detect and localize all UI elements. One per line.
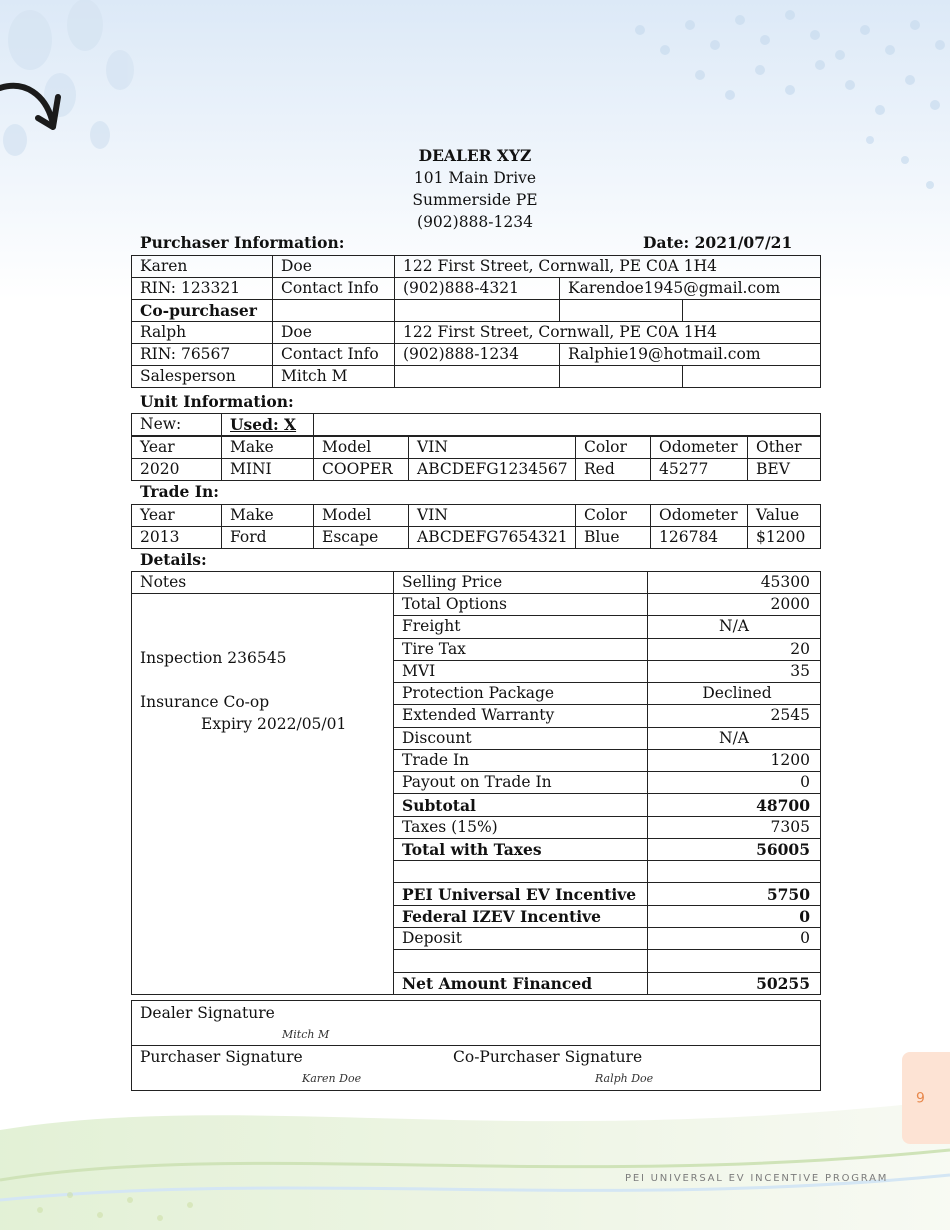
table-row [132,594,821,616]
detail-value [648,950,821,972]
new-label: New: [132,414,222,436]
detail-value [648,861,821,883]
detail-value: 2545 [648,705,821,727]
page-number-tab [902,1052,950,1144]
empty-cell [683,300,821,322]
table-row [132,459,821,481]
salesperson-label: Salesperson [132,366,273,388]
detail-value: N/A [648,727,821,749]
detail-value: 48700 [648,794,821,816]
notes-cell [132,594,394,995]
table-cell: ABCDEFG7654321 [409,527,576,549]
detail-value: 50255 [648,972,821,994]
copurchaser-signature-label: Co-Purchaser Signature [453,1048,643,1066]
detail-label: Total Options [394,594,648,616]
detail-label: Discount [394,727,648,749]
detail-label: Federal IZEV Incentive [394,905,648,927]
purchaser-signature-cell [132,1046,821,1091]
table-row [132,322,821,344]
detail-value: 2000 [648,594,821,616]
dealer-signature: Mitch M [282,1028,330,1041]
unit-heading: Unit Information: [140,392,294,411]
detail-value: N/A [648,616,821,638]
purchaser-contact-label: Contact Info [273,278,395,300]
detail-value: 20 [648,638,821,660]
table-row [132,527,821,549]
detail-label: PEI Universal EV Incentive [394,883,648,905]
details-table [131,571,821,995]
detail-label: Subtotal [394,794,648,816]
document-date: Date: 2021/07/21 [643,233,793,252]
detail-label: Taxes (15%) [394,816,648,838]
detail-label: MVI [394,660,648,682]
column-header: Model [314,505,409,527]
detail-label: Extended Warranty [394,705,648,727]
table-cell: 2020 [132,459,222,481]
dealer-signature-label: Dealer Signature [140,1004,275,1022]
copurchaser-last-name: Doe [273,322,395,344]
detail-value: 45300 [648,572,821,594]
detail-value: 56005 [648,838,821,860]
column-header: Year [132,437,222,459]
copurchaser-rin: RIN: 76567 [132,344,273,366]
detail-value: 1200 [648,749,821,771]
table-cell: 2013 [132,527,222,549]
detail-value: 0 [648,905,821,927]
trade-in-heading: Trade In: [140,482,219,501]
table-row [132,1046,821,1091]
empty-cell [273,300,395,322]
empty-cell [395,366,560,388]
detail-label: Payout on Trade In [394,772,648,794]
column-header: Other [748,437,821,459]
column-header: Model [314,437,409,459]
insurance-note: Insurance Co-op [140,693,270,711]
table-cell: Blue [576,527,651,549]
copurchaser-first-name: Ralph [132,322,273,344]
table-cell: COOPER [314,459,409,481]
detail-label: Total with Taxes [394,838,648,860]
empty-cell [314,414,821,436]
table-cell: Red [576,459,651,481]
details-heading: Details: [140,550,207,569]
purchaser-address: 122 First Street, Cornwall, PE C0A 1H4 [395,256,821,278]
detail-label [394,861,648,883]
empty-cell [683,366,821,388]
empty-cell [560,300,683,322]
column-header: VIN [409,505,576,527]
detail-value: Declined [648,683,821,705]
unit-table [131,436,821,481]
detail-label: Selling Price [394,572,648,594]
copurchaser-phone: (902)888-1234 [395,344,560,366]
detail-label: Trade In [394,749,648,771]
page-number: 6 [916,1088,925,1104]
used-label: Used: X [222,414,314,436]
footer-program-name: PEI UNIVERSAL EV INCENTIVE PROGRAM [625,1173,889,1184]
purchaser-heading: Purchaser Information: [140,233,345,252]
dealer-phone: (902)888-1234 [417,213,533,231]
purchaser-phone: (902)888-4321 [395,278,560,300]
detail-value: 5750 [648,883,821,905]
purchaser-email: Karendoe1945@gmail.com [560,278,821,300]
table-row [132,366,821,388]
dealer-address-line2: Summerside PE [412,191,538,209]
table-row [132,572,821,594]
column-header: Color [576,437,651,459]
column-header: Odometer [651,437,748,459]
empty-cell [560,366,683,388]
column-header: Make [222,437,314,459]
detail-label: Protection Package [394,683,648,705]
purchaser-signature: Karen Doe [302,1072,362,1085]
purchaser-signature-label: Purchaser Signature [140,1048,303,1066]
table-header-row [132,437,821,459]
detail-value: 7305 [648,816,821,838]
column-header: Color [576,505,651,527]
table-cell: $1200 [748,527,821,549]
detail-value: 0 [648,772,821,794]
detail-value: 35 [648,660,821,682]
copurchaser-address: 122 First Street, Cornwall, PE C0A 1H4 [395,322,821,344]
column-header: Year [132,505,222,527]
copurchaser-signature: Ralph Doe [595,1072,654,1085]
purchaser-last-name: Doe [273,256,395,278]
column-header: Value [748,505,821,527]
table-row [132,414,821,436]
detail-value: 0 [648,927,821,949]
copurchaser-email: Ralphie19@hotmail.com [560,344,821,366]
empty-cell [395,300,560,322]
detail-label [394,950,648,972]
detail-label: Tire Tax [394,638,648,660]
purchaser-first-name: Karen [132,256,273,278]
detail-label: Deposit [394,927,648,949]
notes-label: Notes [132,572,394,594]
table-cell: BEV [748,459,821,481]
column-header: Make [222,505,314,527]
detail-label: Freight [394,616,648,638]
column-header: Odometer [651,505,748,527]
table-cell: ABCDEFG1234567 [409,459,576,481]
table-row [132,300,821,322]
unit-condition-table [131,413,821,436]
table-cell: Escape [314,527,409,549]
purchaser-rin: RIN: 123321 [132,278,273,300]
signature-table [131,1000,821,1091]
table-header-row [132,505,821,527]
inspection-note: Inspection 236545 [140,649,287,667]
table-row [132,344,821,366]
detail-label: Net Amount Financed [394,972,648,994]
table-row [132,256,821,278]
expiry-note: Expiry 2022/05/01 [201,715,347,733]
dealer-name: DEALER XYZ [418,146,532,165]
column-header: VIN [409,437,576,459]
table-cell: Ford [222,527,314,549]
table-cell: 126784 [651,527,748,549]
copurchaser-label: Co-purchaser [132,300,273,322]
dealer-address-line1: 101 Main Drive [413,169,537,187]
table-row [132,1001,821,1046]
copurchaser-contact-label: Contact Info [273,344,395,366]
table-row [132,278,821,300]
salesperson-name: Mitch M [273,366,395,388]
table-cell: 45277 [651,459,748,481]
purchaser-table [131,255,821,388]
trade-in-table [131,504,821,549]
table-cell: MINI [222,459,314,481]
dealer-signature-cell [132,1001,821,1046]
